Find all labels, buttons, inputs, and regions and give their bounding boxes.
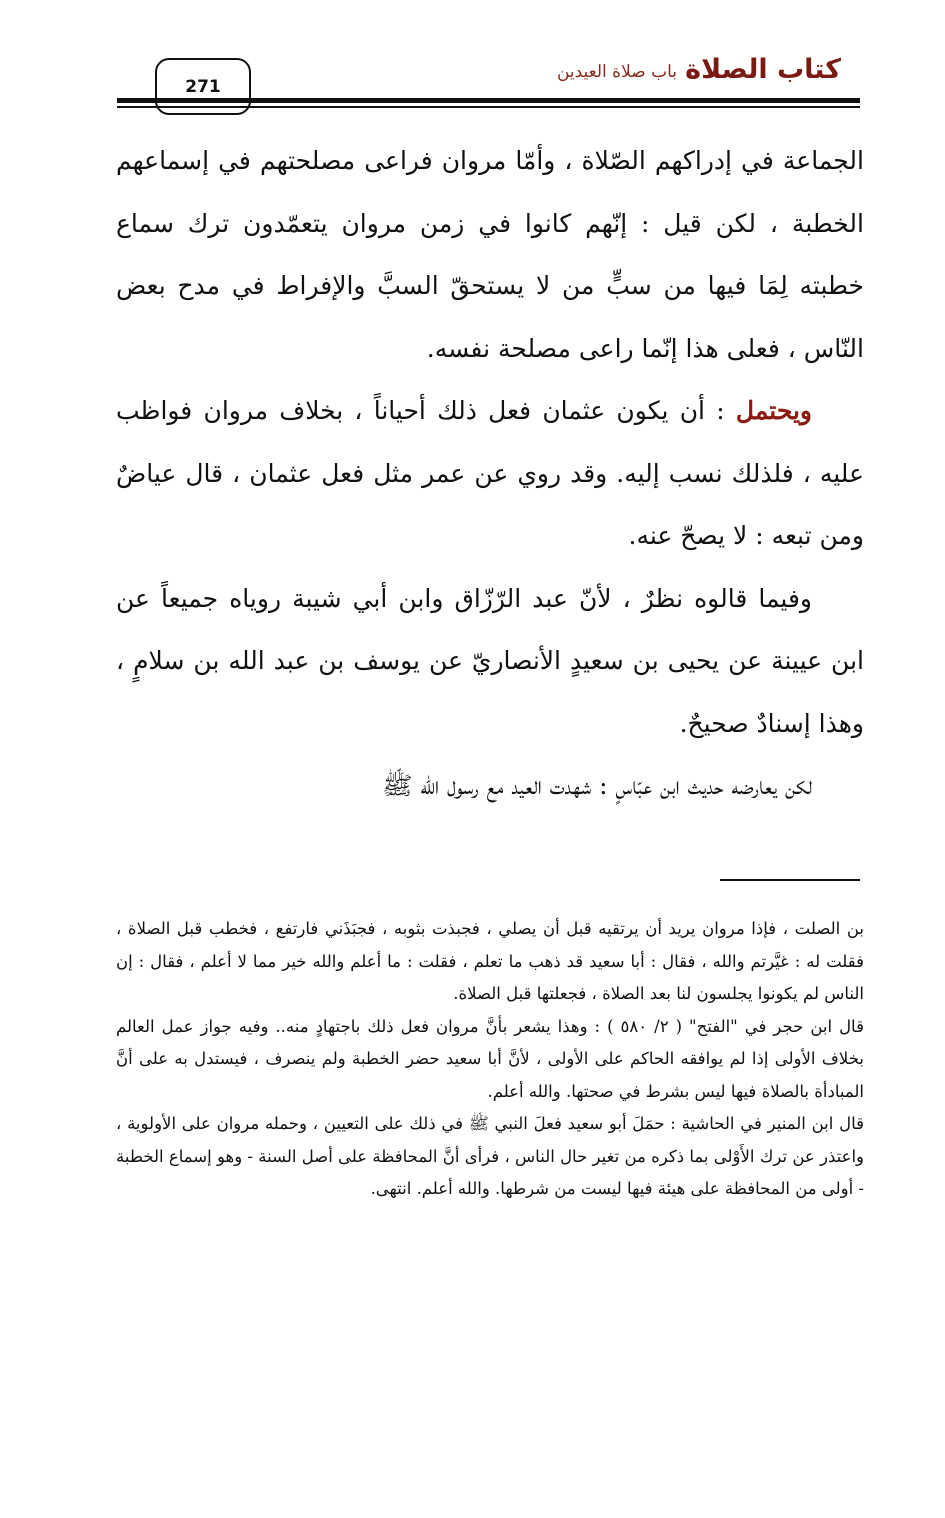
main-paragraph-4: لكن يعارضه حديث ابن عبّاسٍ : شهدت العيد مع رسول الله ﷺ bbox=[382, 771, 812, 800]
footnote-3: قال ابن المنير في الحاشية : حمَلَ أبو سعيد فعلَ النبي ﷺ في ذلك على التعيين ، وحمله مروان على الأولوية ، واعتذر عن ترك الأَوْلى بما ذكره من تغير حال الناس ، فرأى أنَّ المحافظة على أصل السنة - وهو إسماع الخطبة - أولى من المحافظة على هيئة فيها ليست من شرطها. والله أعلم. انتهى. bbox=[116, 1114, 864, 1198]
page-number: 271 bbox=[185, 76, 221, 97]
footnote-2: قال ابن حجر في "الفتح" ( ٢/ ٥٨٠ ) : وهذا يشعر بأنَّ مروان فعل ذلك باجتهادٍ منه.. وفيه جواز عمل العالم بخلاف الأولى إذا لم يوافقه الحاكم على الأولى ، لأنَّ أبا سعيد حضر الخطبة ولم ينصرف ، فيستدل به على أنَّ المبادأة بالصلاة فيها ليس بشرط في صحتها. والله أعلم. bbox=[116, 1016, 864, 1101]
book-title: كتاب الصلاة bbox=[685, 54, 841, 85]
chapter-title: باب صلاة العيدين bbox=[556, 62, 677, 82]
footnote-separator bbox=[720, 879, 860, 881]
keyword-yahtamil: ويحتمل bbox=[735, 396, 812, 425]
main-paragraph-1: الجماعة في إدراكهم الصّلاة ، وأمّا مروان فراعى مصلحتهم في إسماعهم الخطبة ، لكن قيل : إنّهم كانوا في زمن مروان يتعمّدون ترك سماع خطبته لِمَا فيها من سبٍّ من لا يستحقّ السبَّ والإفراط في مدح بعض النّاس ، فعلى هذا إنّما راعى مصلحة نفسه. bbox=[116, 146, 864, 363]
main-paragraph-2-text: : أن يكون عثمان فعل ذلك أحياناً ، بخلاف مروان فواظب عليه ، فلذلك نسب إليه. وقد روي عن عمر مثل فعل عثمان ، قال عياضٌ ومن تبعه : لا يصحّ عنه. bbox=[116, 396, 864, 550]
footnotes bbox=[116, 913, 864, 1206]
main-text bbox=[116, 130, 864, 818]
footnote-1: بن الصلت ، فإذا مروان يريد أن يرتقيه قبل أن يصلي ، فجبذت بثوبه ، فجبَذَني فارتفع ، فخطب قبل الصلاة ، فقلت له : غيَّرتم والله ، فقال : أبا سعيد قد ذهب ما تعلم ، فقلت : ما أعلم والله خير مما لا أعلم ، فقال : إن الناس لم يكونوا يجلسون لنا بعد الصلاة ، فجعلتها قبل الصلاة. bbox=[116, 919, 864, 1003]
header-rule-thin bbox=[117, 106, 860, 108]
main-paragraph-3: وفيما قالوه نظرٌ ، لأنّ عبد الرّزّاق وابن أبي شيبة روياه جميعاً عن ابن عيينة عن يحيى بن سعيدٍ الأنصاريّ عن يوسف بن عبد الله بن سلامٍ ، وهذا إسنادٌ صحيحٌ. bbox=[116, 583, 864, 738]
header-rule-thick bbox=[117, 98, 860, 103]
main-paragraph-2 bbox=[116, 380, 864, 568]
